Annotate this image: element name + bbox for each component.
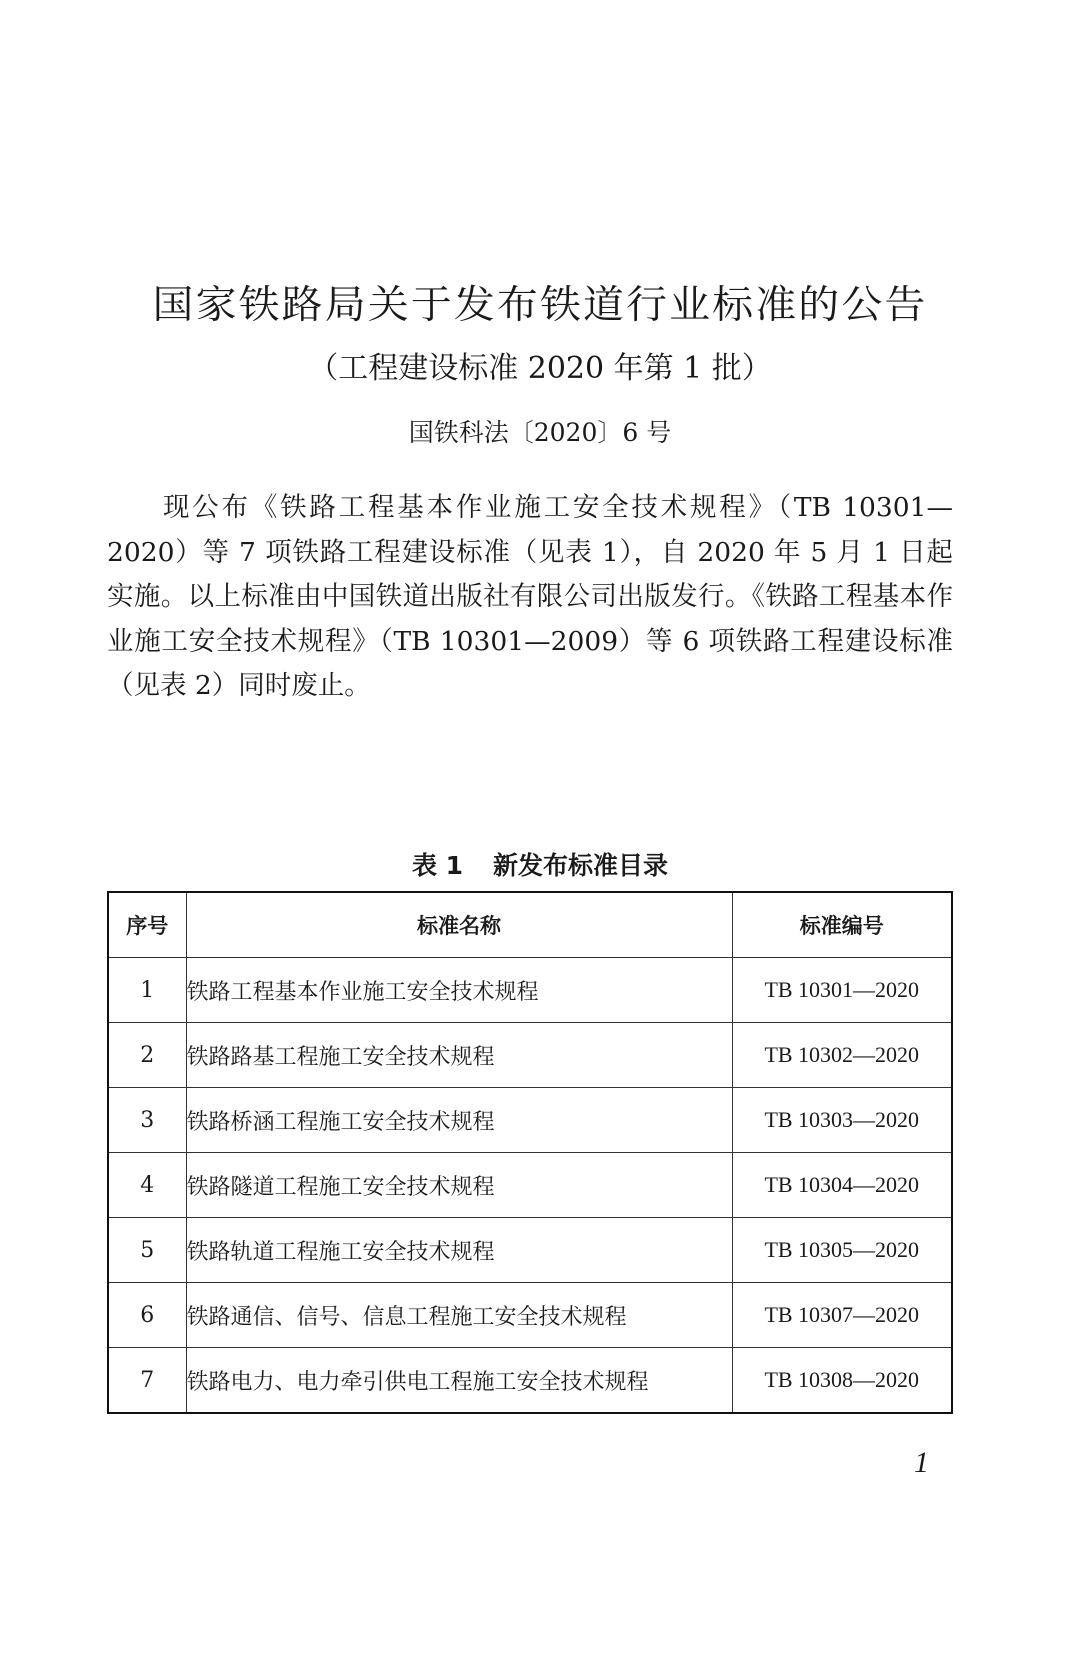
header-name: 标准名称 [186,892,732,958]
row-index: 2 [108,1023,186,1088]
body-paragraph: 现公布《铁路工程基本作业施工安全技术规程》（TB 10301—2020）等 7 项铁路工程建设标准（见表 1），自 2020 年 5 月 1 日起实施。以上标准由中国铁道出版社有限公司出版发行。《铁路工程基本作业施工安全技术规程》（TB 10301—2009）等 6 项铁路工程建设标准（见表 2）同时废止。 [107,492,953,701]
header-index: 序号 [108,892,186,958]
row-name: 铁路电力、电力牵引供电工程施工安全技术规程 [186,1348,732,1414]
table-caption-label: 表 1 [411,851,464,880]
table-row [108,1153,952,1218]
table-caption [0,849,1080,883]
table-header-row [108,892,952,958]
row-code: TB 10308—2020 [732,1348,952,1414]
table-row [108,1348,952,1414]
table-row [108,1283,952,1348]
header-code: 标准编号 [732,892,952,958]
row-index: 1 [108,958,186,1023]
document-subtitle: （工程建设标准 2020 年第 1 批） [308,351,772,386]
table-row [108,1218,952,1283]
row-code: TB 10302—2020 [732,1023,952,1088]
row-index: 3 [108,1088,186,1153]
row-index: 5 [108,1218,186,1283]
table-row [108,1088,952,1153]
document-number: 国铁科法〔2020〕6 号 [408,418,672,447]
row-index: 6 [108,1283,186,1348]
table-row [108,958,952,1023]
row-name: 铁路工程基本作业施工安全技术规程 [186,958,732,1023]
row-index: 7 [108,1348,186,1414]
row-code: TB 10307—2020 [732,1283,952,1348]
document-title: 国家铁路局关于发布铁道行业标准的公告 [152,283,928,328]
row-name: 铁路路基工程施工安全技术规程 [186,1023,732,1088]
row-code: TB 10304—2020 [732,1153,952,1218]
row-name: 铁路桥涵工程施工安全技术规程 [186,1088,732,1153]
row-name: 铁路通信、信号、信息工程施工安全技术规程 [186,1283,732,1348]
table-row [108,1023,952,1088]
page-number: 1 [914,1446,929,1479]
row-name: 铁路隧道工程施工安全技术规程 [186,1153,732,1218]
row-name: 铁路轨道工程施工安全技术规程 [186,1218,732,1283]
table-caption-title: 新发布标准目录 [493,851,669,880]
row-code: TB 10301—2020 [732,958,952,1023]
row-index: 4 [108,1153,186,1218]
row-code: TB 10305—2020 [732,1218,952,1283]
row-code: TB 10303—2020 [732,1088,952,1153]
standards-table [107,891,953,1414]
